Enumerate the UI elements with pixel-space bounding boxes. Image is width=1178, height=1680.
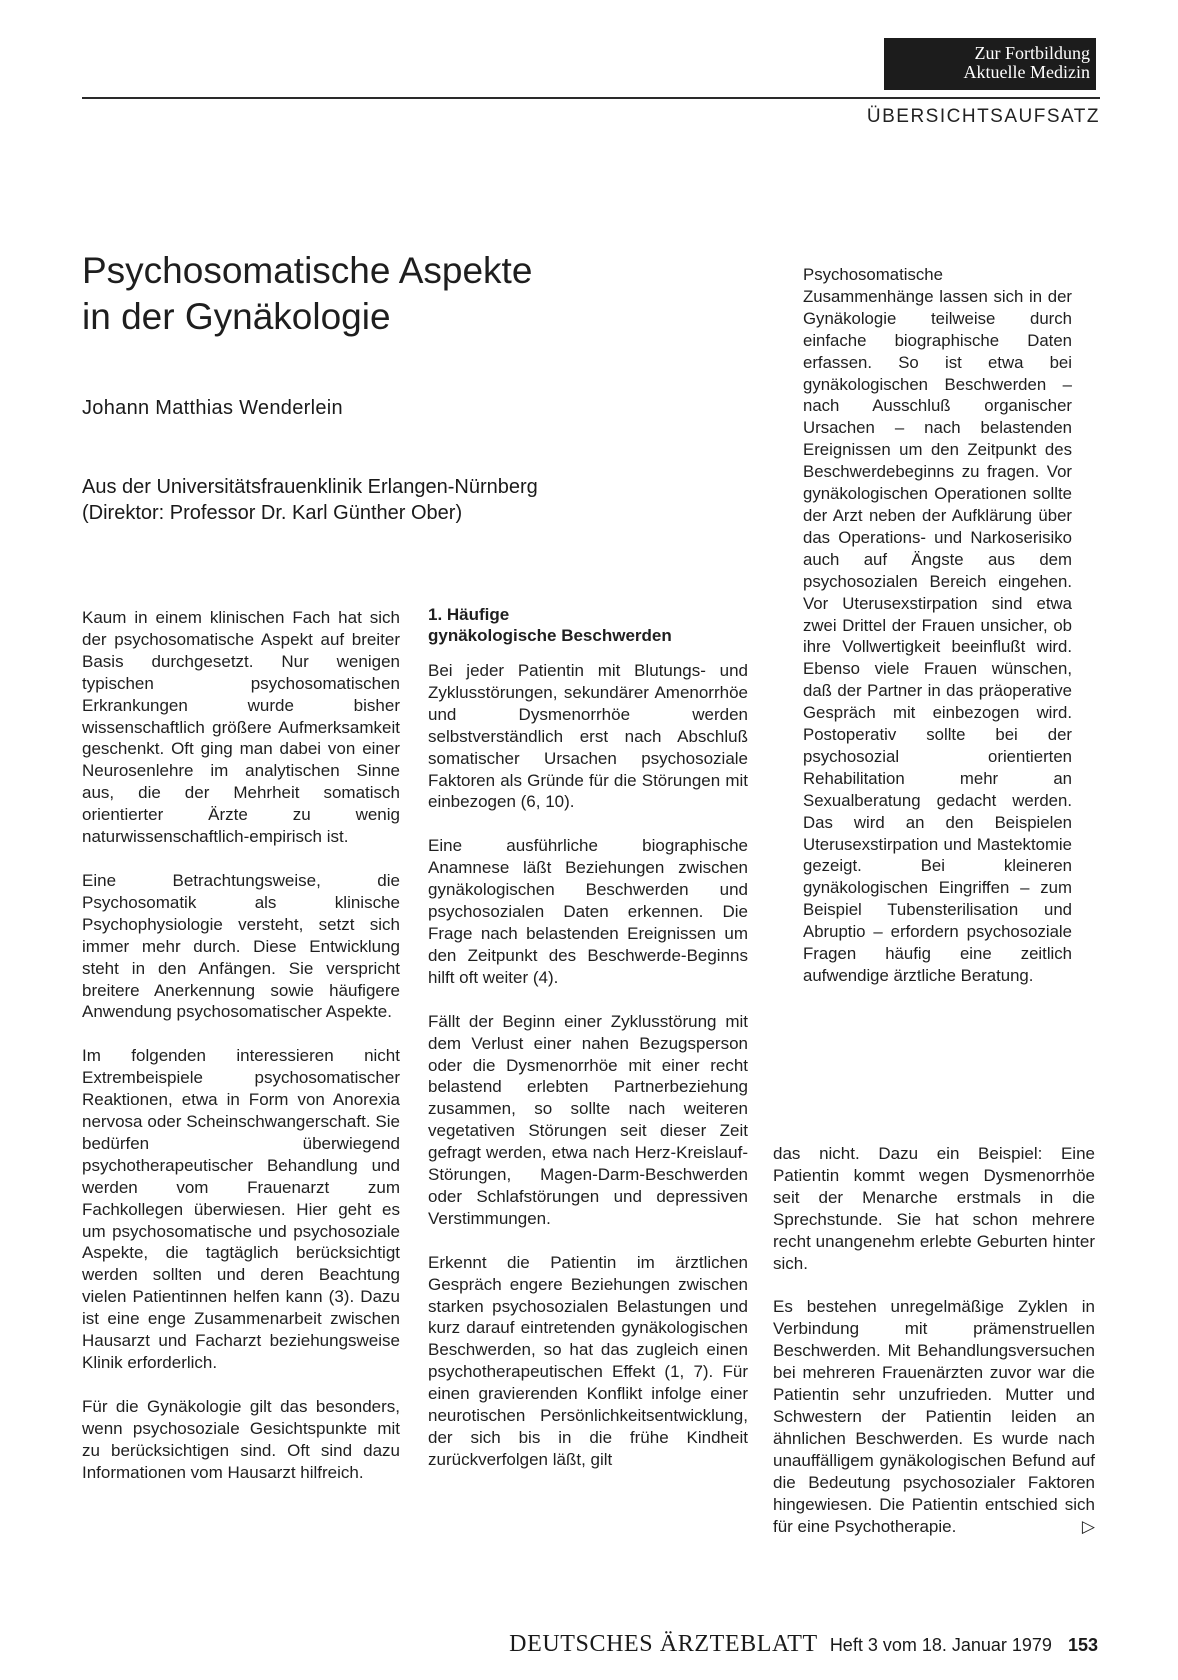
paragraph-text: Es bestehen unregelmäßige Zyklen in Verbindung mit prämenstruellen Beschwerden. Mit Behandlungsversuchen bei mehreren Frauenärzten zuvor war die Patientin sehr unzufrieden. Mutter und Schwestern der Patientin leiden an ähnlichen Beschwerden. Es wurde nach unauffälligem gynäkologischen Befund auf die Bedeutung psychosozialer Faktoren hingewiesen. Die Patientin entschied sich für eine Psychotherapie. — [773, 1297, 1095, 1536]
page-number: 153 — [1067, 1635, 1098, 1655]
issue-info: Heft 3 vom 18. Januar 1979 — [829, 1635, 1052, 1655]
paragraph: Fällt der Beginn einer Zyklusstörung mit dem Verlust einer nahen Bezugsperson oder die Dysmenorrhöe mit einer recht belastend erlebten Partnerbeziehung zusammen, so sollte nach weiteren vegetativen Störungen seit dieser Zeit gefragt werden, etwa nach Herz-Kreislauf-Störungen, Magen-Darm-Beschwerden oder Schlafstörungen und depressiven Verstimmungen. — [428, 1011, 748, 1228]
paragraph: Eine ausführliche biographische Anamnese läßt Beziehungen zwischen gynäkologischen Beschwerden und psychosozialen Daten erkennen. Die Frage nach belastenden Ereignissen um den Zeitpunkt des Beschwerde-Beginns hilft oft weiter (4). — [428, 836, 748, 987]
paragraph: Im folgenden interessieren nicht Extrembeispiele psychosomatischer Reaktionen, etwa in Form von Anorexia nervosa oder Scheinschwangerschaft. Sie bedürfen überwiegend psychotherapeutischer Behandlung und werden vom Frauenarzt zum Fachkollegen überwiesen. Hier geht es um psychosomatische und psychosoziale Aspekte, die tagtäglich berücksichtigt werden sollten und deren Beachtung vielen Patientinnen helfen kann (3). Dazu ist eine enge Zusammenarbeit zwischen Hausarzt und Facharzt beziehungsweise Klinik erforderlich. — [82, 1046, 400, 1372]
section-heading — [428, 604, 748, 646]
affiliation-line-2: (Direktor: Professor Dr. Karl Günther Ober) — [82, 502, 463, 524]
column-3 — [773, 1143, 1095, 1537]
rubric-badge — [884, 38, 1096, 90]
page-footer — [509, 1631, 1098, 1658]
title-line-1: Psychosomatische Aspekte — [82, 250, 533, 291]
rubric-line-2: Aktuelle Medizin — [963, 62, 1090, 82]
paragraph: das nicht. Dazu ein Beispiel: Eine Patientin kommt wegen Dysmenorrhöe seit der Menarche erstmals in die Sprechstunde. Sie hat schon mehrere recht unangenehm erlebte Geburten hinter sich. — [773, 1144, 1095, 1273]
heading-line-1: 1. Häufige — [428, 605, 510, 624]
rubric-line-1: Zur Fortbildung — [974, 43, 1090, 63]
header-rule — [82, 97, 1100, 99]
paragraph: Für die Gynäkologie gilt das besonders, wenn psychosoziale Gesichtspunkte mit zu berücksichtigen sind. Oft sind dazu Informationen vom Hausarzt hilfreich. — [82, 1396, 400, 1482]
column-2 — [428, 604, 748, 1471]
affiliation-line-1: Aus der Universitätsfrauenklinik Erlangen-Nürnberg — [82, 476, 538, 498]
title-line-2: in der Gynäkologie — [82, 296, 391, 337]
paragraph: Kaum in einem klinischen Fach hat sich der psychosomatische Aspekt auf breiter Basis durchgesetzt. Nur wenigen typischen psychosomatischen Erkrankungen wurde bisher wissenschaftlich größere Aufmerksamkeit geschenkt. Oft ging man dabei von einer Neurosenlehre im analytischen Sinne aus, die der Mehrheit somatisch orientierter Ärzte zu wenig naturwissenschaftlich-empirisch ist. — [82, 608, 400, 847]
continue-arrow-icon: ▷ — [1081, 1516, 1095, 1536]
section-label: ÜBERSICHTSAUFSATZ — [866, 106, 1100, 127]
affiliation — [82, 474, 538, 526]
paragraph: Eine Betrachtungsweise, die Psychosomatik als klinische Psychophysiologie versteht, setzt sich immer mehr durch. Diese Entwicklung steht in den Anfängen. Sie verspricht breitere Anerkennung sowie häufigere Anwendung psychosomatischer Aspekte. — [82, 870, 400, 1022]
paragraph — [773, 1296, 1095, 1537]
summary-box — [803, 264, 1072, 987]
journal-name: DEUTSCHES ÄRZTEBLATT — [509, 1631, 818, 1657]
article-title — [82, 248, 682, 340]
paragraph: Erkennt die Patientin im ärztlichen Gespräch engere Beziehungen zwischen starken psychosozialen Belastungen und kurz darauf eintretenden gynäkologischen Beschwerden, so hat das zugleich einen psychotherapeutischen Effekt (1, 7). Für einen gravierenden Konflikt infolge einer neurotischen Persönlichkeitsentwicklung, der sich bis in die frühe Kindheit zurückverfolgen läßt, gilt — [428, 1252, 748, 1469]
author-name: Johann Matthias Wenderlein — [82, 397, 343, 419]
paragraph: Bei jeder Patientin mit Blutungs- und Zyklusstörungen, sekundärer Amenorrhöe und Dysmenorrhöe werden selbstverständlich erst nach Abschluß somatischer Ursachen psychosoziale Faktoren als Gründe für die Störungen mit einbezogen (6, 10). — [428, 661, 748, 812]
column-1 — [82, 607, 400, 1484]
heading-line-2: gynäkologische Beschwerden — [428, 626, 672, 645]
summary-paragraph: Psychosomatische Zusammenhänge lassen sich in der Gynäkologie teilweise durch einfache biographische Daten erfassen. So ist etwa bei gynäkologischen Beschwerden – nach Ausschluß organischer Ursachen – nach belastenden Ereignissen um den Zeitpunkt des Beschwerdebeginns zu fragen. Vor gynäkologischen Operationen sollte der Arzt neben der Aufklärung über das Operations- und Narkoserisiko auch auf Ängste aus dem psychosozialen Bereich eingehen. Vor Uterusexstirpation sind etwa zwei Drittel der Frauen unsicher, ob ihre Vollwertigkeit beeinflußt wird. Ebenso viele Frauen wünschen, daß der Partner in das präoperative Gespräch mit einbezogen wird. Postoperativ sollte bei der psychosozial orientierten Rehabilitation mehr an Sexualberatung gedacht werden. Das wird an den Beispielen Uterusexstirpation und Mastektomie gezeigt. Bei kleineren gynäkologischen Eingriffen – zum Beispiel Tubensterilisation und Abruptio – erfordern psychosoziale Fragen häufig eine zeitlich aufwendige ärztliche Beratung. — [803, 265, 1072, 985]
